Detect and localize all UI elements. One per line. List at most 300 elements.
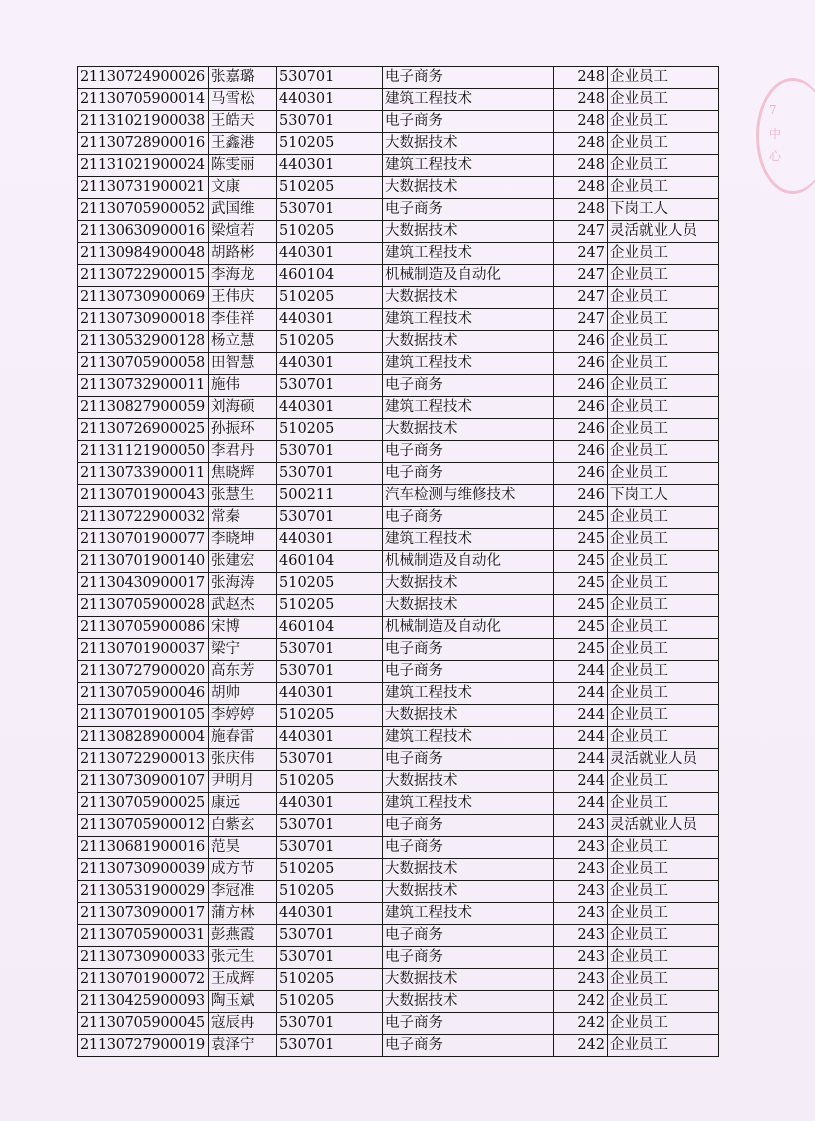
exam-number-cell: 21130722900032 — [78, 507, 209, 529]
exam-number-cell: 21130730900039 — [78, 859, 209, 881]
major-code-cell: 440301 — [277, 397, 383, 419]
exam-number-cell: 21130705900052 — [78, 199, 209, 221]
category-cell: 企业员工 — [608, 243, 719, 265]
exam-number-cell: 21130730900017 — [78, 903, 209, 925]
category-cell: 企业员工 — [608, 287, 719, 309]
major-code-cell: 530701 — [277, 749, 383, 771]
major-name-cell: 电子商务 — [383, 837, 554, 859]
major-code-cell: 530701 — [277, 507, 383, 529]
name-cell: 施伟 — [209, 375, 277, 397]
table-row — [78, 353, 719, 375]
major-code-cell: 440301 — [277, 243, 383, 265]
category-cell: 企业员工 — [608, 551, 719, 573]
category-cell: 企业员工 — [608, 397, 719, 419]
score-cell: 243 — [554, 881, 608, 903]
stamp-glyph: 心 — [769, 149, 782, 163]
name-cell: 白紫玄 — [209, 815, 277, 837]
name-cell: 杨立慧 — [209, 331, 277, 353]
category-cell: 企业员工 — [608, 353, 719, 375]
exam-number-cell: 21130730900107 — [78, 771, 209, 793]
table-body — [78, 67, 719, 1057]
category-cell: 企业员工 — [608, 67, 719, 89]
name-cell: 王伟庆 — [209, 287, 277, 309]
category-cell: 企业员工 — [608, 1035, 719, 1057]
exam-number-cell: 21130425900093 — [78, 991, 209, 1013]
category-cell: 企业员工 — [608, 89, 719, 111]
major-code-cell: 530701 — [277, 463, 383, 485]
table-row — [78, 749, 719, 771]
score-cell: 245 — [554, 573, 608, 595]
major-name-cell: 机械制造及自动化 — [383, 617, 554, 639]
major-name-cell: 大数据技术 — [383, 133, 554, 155]
name-cell: 刘海硕 — [209, 397, 277, 419]
major-code-cell: 510205 — [277, 419, 383, 441]
category-cell: 灵活就业人员 — [608, 749, 719, 771]
category-cell: 企业员工 — [608, 507, 719, 529]
exam-number-cell: 21130705900086 — [78, 617, 209, 639]
category-cell: 企业员工 — [608, 793, 719, 815]
major-name-cell: 电子商务 — [383, 947, 554, 969]
name-cell: 张庆伟 — [209, 749, 277, 771]
major-name-cell: 大数据技术 — [383, 331, 554, 353]
category-cell: 企业员工 — [608, 991, 719, 1013]
name-cell: 彭燕霞 — [209, 925, 277, 947]
major-code-cell: 530701 — [277, 837, 383, 859]
major-name-cell: 建筑工程技术 — [383, 529, 554, 551]
major-name-cell: 电子商务 — [383, 1035, 554, 1057]
exam-number-cell: 21130705900031 — [78, 925, 209, 947]
major-name-cell: 大数据技术 — [383, 705, 554, 727]
score-cell: 247 — [554, 243, 608, 265]
score-cell: 248 — [554, 199, 608, 221]
exam-number-cell: 21130701900072 — [78, 969, 209, 991]
score-cell: 246 — [554, 419, 608, 441]
table-row — [78, 727, 719, 749]
table-row — [78, 177, 719, 199]
major-code-cell: 510205 — [277, 331, 383, 353]
table-row — [78, 309, 719, 331]
score-cell: 243 — [554, 903, 608, 925]
category-cell: 企业员工 — [608, 529, 719, 551]
score-cell: 245 — [554, 551, 608, 573]
exam-number-cell: 21130701900077 — [78, 529, 209, 551]
score-cell: 248 — [554, 133, 608, 155]
table-row — [78, 683, 719, 705]
major-code-cell: 530701 — [277, 111, 383, 133]
major-code-cell: 460104 — [277, 265, 383, 287]
major-code-cell: 510205 — [277, 771, 383, 793]
name-cell: 常秦 — [209, 507, 277, 529]
exam-number-cell: 21130727900020 — [78, 661, 209, 683]
table-row — [78, 859, 719, 881]
major-code-cell: 510205 — [277, 595, 383, 617]
name-cell: 李佳祥 — [209, 309, 277, 331]
score-cell: 247 — [554, 265, 608, 287]
score-cell: 244 — [554, 771, 608, 793]
table-row — [78, 133, 719, 155]
exam-number-cell: 21130705900045 — [78, 1013, 209, 1035]
major-name-cell: 机械制造及自动化 — [383, 551, 554, 573]
table-row — [78, 551, 719, 573]
table-row — [78, 837, 719, 859]
name-cell: 蒲方林 — [209, 903, 277, 925]
name-cell: 胡路彬 — [209, 243, 277, 265]
name-cell: 武赵杰 — [209, 595, 277, 617]
table-row — [78, 969, 719, 991]
major-code-cell: 440301 — [277, 353, 383, 375]
exam-number-cell: 21130730900069 — [78, 287, 209, 309]
score-cell: 246 — [554, 485, 608, 507]
score-cell: 246 — [554, 397, 608, 419]
table-row — [78, 67, 719, 89]
major-code-cell: 530701 — [277, 947, 383, 969]
score-cell: 243 — [554, 947, 608, 969]
major-name-cell: 大数据技术 — [383, 419, 554, 441]
table-row — [78, 639, 719, 661]
name-cell: 袁泽宁 — [209, 1035, 277, 1057]
category-cell: 企业员工 — [608, 419, 719, 441]
table-row — [78, 287, 719, 309]
table-row — [78, 1035, 719, 1057]
table-row — [78, 661, 719, 683]
category-cell: 企业员工 — [608, 771, 719, 793]
major-code-cell: 440301 — [277, 793, 383, 815]
exam-number-cell: 21130701900140 — [78, 551, 209, 573]
exam-number-cell: 21131121900050 — [78, 441, 209, 463]
name-cell: 尹明月 — [209, 771, 277, 793]
major-code-cell: 440301 — [277, 727, 383, 749]
major-name-cell: 建筑工程技术 — [383, 793, 554, 815]
category-cell: 企业员工 — [608, 265, 719, 287]
exam-number-cell: 21130984900048 — [78, 243, 209, 265]
major-code-cell: 530701 — [277, 199, 383, 221]
score-cell: 243 — [554, 969, 608, 991]
major-name-cell: 建筑工程技术 — [383, 727, 554, 749]
category-cell: 企业员工 — [608, 441, 719, 463]
table-row — [78, 771, 719, 793]
major-name-cell: 大数据技术 — [383, 881, 554, 903]
name-cell: 马雪松 — [209, 89, 277, 111]
score-cell: 248 — [554, 67, 608, 89]
major-code-cell: 530701 — [277, 639, 383, 661]
major-name-cell: 建筑工程技术 — [383, 155, 554, 177]
score-cell: 247 — [554, 287, 608, 309]
major-name-cell: 大数据技术 — [383, 991, 554, 1013]
table-row — [78, 991, 719, 1013]
category-cell: 企业员工 — [608, 463, 719, 485]
exam-number-cell: 21130724900026 — [78, 67, 209, 89]
major-name-cell: 电子商务 — [383, 441, 554, 463]
exam-number-cell: 21130701900037 — [78, 639, 209, 661]
score-cell: 245 — [554, 639, 608, 661]
table-row — [78, 1013, 719, 1035]
major-name-cell: 大数据技术 — [383, 595, 554, 617]
category-cell: 企业员工 — [608, 705, 719, 727]
name-cell: 陶玉斌 — [209, 991, 277, 1013]
exam-number-cell: 21130726900025 — [78, 419, 209, 441]
table-row — [78, 881, 719, 903]
table-row — [78, 331, 719, 353]
major-code-cell: 440301 — [277, 89, 383, 111]
category-cell: 企业员工 — [608, 837, 719, 859]
name-cell: 李婷婷 — [209, 705, 277, 727]
exam-number-cell: 21130728900016 — [78, 133, 209, 155]
table-row — [78, 573, 719, 595]
score-cell: 244 — [554, 705, 608, 727]
exam-number-cell: 21130705900012 — [78, 815, 209, 837]
major-name-cell: 电子商务 — [383, 463, 554, 485]
exam-number-cell: 21131021900038 — [78, 111, 209, 133]
category-cell: 企业员工 — [608, 133, 719, 155]
name-cell: 宋博 — [209, 617, 277, 639]
major-name-cell: 大数据技术 — [383, 177, 554, 199]
name-cell: 张慧生 — [209, 485, 277, 507]
table-row — [78, 419, 719, 441]
major-name-cell: 建筑工程技术 — [383, 89, 554, 111]
major-code-cell: 530701 — [277, 661, 383, 683]
major-name-cell: 电子商务 — [383, 925, 554, 947]
table-row — [78, 243, 719, 265]
score-cell: 242 — [554, 991, 608, 1013]
category-cell: 企业员工 — [608, 309, 719, 331]
name-cell: 施春雷 — [209, 727, 277, 749]
exam-number-cell: 21130722900015 — [78, 265, 209, 287]
major-name-cell: 大数据技术 — [383, 969, 554, 991]
score-cell: 244 — [554, 749, 608, 771]
table-row — [78, 155, 719, 177]
major-code-cell: 530701 — [277, 1013, 383, 1035]
exam-number-cell: 21130705900028 — [78, 595, 209, 617]
table-row — [78, 507, 719, 529]
name-cell: 田智慧 — [209, 353, 277, 375]
major-code-cell: 440301 — [277, 155, 383, 177]
table-row — [78, 925, 719, 947]
name-cell: 张嘉璐 — [209, 67, 277, 89]
score-cell: 245 — [554, 507, 608, 529]
major-code-cell: 530701 — [277, 1035, 383, 1057]
table-row — [78, 815, 719, 837]
table-row — [78, 617, 719, 639]
major-code-cell: 510205 — [277, 287, 383, 309]
exam-number-cell: 21130730900033 — [78, 947, 209, 969]
major-code-cell: 510205 — [277, 859, 383, 881]
table-row — [78, 221, 719, 243]
major-name-cell: 电子商务 — [383, 639, 554, 661]
score-cell: 247 — [554, 309, 608, 331]
score-cell: 248 — [554, 155, 608, 177]
name-cell: 寇辰冉 — [209, 1013, 277, 1035]
table-row — [78, 903, 719, 925]
score-cell: 245 — [554, 595, 608, 617]
name-cell: 康远 — [209, 793, 277, 815]
major-code-cell: 510205 — [277, 177, 383, 199]
exam-number-cell: 21130733900011 — [78, 463, 209, 485]
major-code-cell: 510205 — [277, 221, 383, 243]
major-name-cell: 建筑工程技术 — [383, 397, 554, 419]
category-cell: 企业员工 — [608, 595, 719, 617]
exam-number-cell: 21130430900017 — [78, 573, 209, 595]
name-cell: 李君丹 — [209, 441, 277, 463]
stamp-glyph: 中 — [769, 127, 782, 141]
table-row — [78, 485, 719, 507]
table-row — [78, 265, 719, 287]
score-cell: 243 — [554, 815, 608, 837]
major-code-cell: 530701 — [277, 67, 383, 89]
category-cell: 下岗工人 — [608, 485, 719, 507]
exam-number-cell: 21130701900105 — [78, 705, 209, 727]
exam-number-cell: 21130705900046 — [78, 683, 209, 705]
major-code-cell: 440301 — [277, 529, 383, 551]
name-cell: 成方节 — [209, 859, 277, 881]
major-name-cell: 汽车检测与维修技术 — [383, 485, 554, 507]
category-cell: 企业员工 — [608, 1013, 719, 1035]
name-cell: 张海涛 — [209, 573, 277, 595]
table-row — [78, 199, 719, 221]
category-cell: 下岗工人 — [608, 199, 719, 221]
major-code-cell: 530701 — [277, 375, 383, 397]
category-cell: 企业员工 — [608, 177, 719, 199]
exam-number-cell: 21130705900025 — [78, 793, 209, 815]
score-cell: 244 — [554, 661, 608, 683]
score-cell: 242 — [554, 1013, 608, 1035]
score-cell: 246 — [554, 353, 608, 375]
major-name-cell: 大数据技术 — [383, 287, 554, 309]
table-row — [78, 397, 719, 419]
major-name-cell: 大数据技术 — [383, 221, 554, 243]
name-cell: 李海龙 — [209, 265, 277, 287]
category-cell: 企业员工 — [608, 155, 719, 177]
name-cell: 李冠准 — [209, 881, 277, 903]
table-row — [78, 89, 719, 111]
major-code-cell: 510205 — [277, 133, 383, 155]
exam-number-cell: 21130727900019 — [78, 1035, 209, 1057]
major-name-cell: 机械制造及自动化 — [383, 265, 554, 287]
major-name-cell: 电子商务 — [383, 67, 554, 89]
category-cell: 企业员工 — [608, 727, 719, 749]
major-code-cell: 460104 — [277, 551, 383, 573]
score-cell: 246 — [554, 331, 608, 353]
exam-number-cell: 21130828900004 — [78, 727, 209, 749]
name-cell: 范昊 — [209, 837, 277, 859]
major-code-cell: 530701 — [277, 815, 383, 837]
exam-number-cell: 21130531900029 — [78, 881, 209, 903]
category-cell: 企业员工 — [608, 661, 719, 683]
major-code-cell: 510205 — [277, 881, 383, 903]
score-cell: 248 — [554, 111, 608, 133]
major-code-cell: 460104 — [277, 617, 383, 639]
category-cell: 灵活就业人员 — [608, 221, 719, 243]
name-cell: 张元生 — [209, 947, 277, 969]
score-cell: 244 — [554, 727, 608, 749]
category-cell: 企业员工 — [608, 683, 719, 705]
major-code-cell: 440301 — [277, 683, 383, 705]
category-cell: 企业员工 — [608, 947, 719, 969]
major-code-cell: 530701 — [277, 925, 383, 947]
name-cell: 梁宁 — [209, 639, 277, 661]
table-row — [78, 375, 719, 397]
exam-number-cell: 21130730900018 — [78, 309, 209, 331]
major-name-cell: 电子商务 — [383, 749, 554, 771]
score-cell: 248 — [554, 89, 608, 111]
table-row — [78, 441, 719, 463]
score-cell: 243 — [554, 859, 608, 881]
exam-number-cell: 21130731900021 — [78, 177, 209, 199]
major-name-cell: 建筑工程技术 — [383, 243, 554, 265]
category-cell: 企业员工 — [608, 969, 719, 991]
name-cell: 王皓天 — [209, 111, 277, 133]
major-name-cell: 电子商务 — [383, 815, 554, 837]
table-row — [78, 529, 719, 551]
category-cell: 企业员工 — [608, 859, 719, 881]
name-cell: 王成辉 — [209, 969, 277, 991]
category-cell: 企业员工 — [608, 903, 719, 925]
table-row — [78, 111, 719, 133]
exam-number-cell: 21130732900011 — [78, 375, 209, 397]
name-cell: 王鑫港 — [209, 133, 277, 155]
exam-number-cell: 21130705900058 — [78, 353, 209, 375]
major-code-cell: 510205 — [277, 991, 383, 1013]
major-name-cell: 电子商务 — [383, 375, 554, 397]
name-cell: 陈雯丽 — [209, 155, 277, 177]
name-cell: 梁煊若 — [209, 221, 277, 243]
exam-number-cell: 21131021900024 — [78, 155, 209, 177]
major-name-cell: 大数据技术 — [383, 573, 554, 595]
score-cell: 246 — [554, 463, 608, 485]
score-cell: 248 — [554, 177, 608, 199]
major-code-cell: 510205 — [277, 705, 383, 727]
major-name-cell: 电子商务 — [383, 507, 554, 529]
major-code-cell: 440301 — [277, 309, 383, 331]
table-row — [78, 705, 719, 727]
score-cell: 246 — [554, 441, 608, 463]
admission-score-table — [77, 66, 719, 1057]
name-cell: 焦晓辉 — [209, 463, 277, 485]
exam-number-cell: 21130722900013 — [78, 749, 209, 771]
exam-number-cell: 21130701900043 — [78, 485, 209, 507]
exam-number-cell: 21130681900016 — [78, 837, 209, 859]
category-cell: 企业员工 — [608, 639, 719, 661]
score-cell: 245 — [554, 617, 608, 639]
name-cell: 武国维 — [209, 199, 277, 221]
category-cell: 企业员工 — [608, 925, 719, 947]
category-cell: 企业员工 — [608, 111, 719, 133]
exam-number-cell: 21130630900016 — [78, 221, 209, 243]
category-cell: 企业员工 — [608, 573, 719, 595]
category-cell: 企业员工 — [608, 881, 719, 903]
major-name-cell: 大数据技术 — [383, 859, 554, 881]
major-name-cell: 电子商务 — [383, 199, 554, 221]
exam-number-cell: 21130532900128 — [78, 331, 209, 353]
major-code-cell: 500211 — [277, 485, 383, 507]
major-code-cell: 510205 — [277, 969, 383, 991]
name-cell: 胡帅 — [209, 683, 277, 705]
name-cell: 张建宏 — [209, 551, 277, 573]
major-name-cell: 大数据技术 — [383, 771, 554, 793]
major-name-cell: 建筑工程技术 — [383, 309, 554, 331]
category-cell: 企业员工 — [608, 617, 719, 639]
major-code-cell: 530701 — [277, 441, 383, 463]
score-cell: 243 — [554, 837, 608, 859]
major-name-cell: 电子商务 — [383, 1013, 554, 1035]
exam-number-cell: 21130705900014 — [78, 89, 209, 111]
name-cell: 孙振环 — [209, 419, 277, 441]
major-name-cell: 建筑工程技术 — [383, 353, 554, 375]
score-cell: 242 — [554, 1035, 608, 1057]
name-cell: 高东芳 — [209, 661, 277, 683]
table-row — [78, 793, 719, 815]
score-cell: 243 — [554, 925, 608, 947]
score-cell: 244 — [554, 683, 608, 705]
